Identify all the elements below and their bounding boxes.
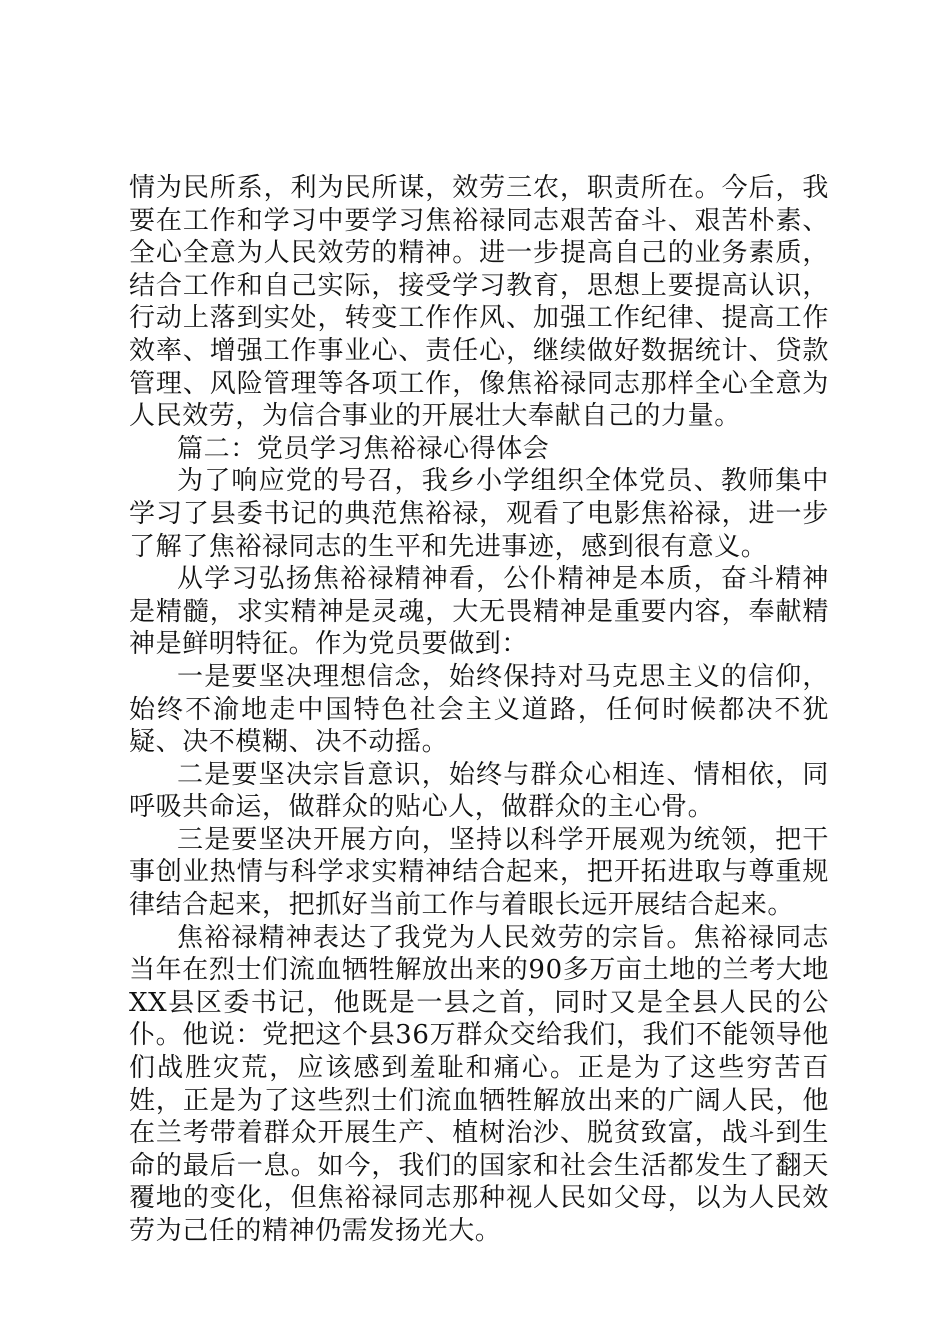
paragraph-conclusion: 焦裕禄精神表达了我党为人民效劳的宗旨。焦裕禄同志当年在烈士们流血牺牲解放出来的90多万亩土地的兰考大地XX县区委书记，他既是一县之首，同时又是全县人民的公仆。他说：党把这个县36万群众交给我们，我们不能领导他们战胜灾荒，应该感到羞耻和痛心。正是为了这些穷苦百姓，正是为了这些烈士们流血牺牲解放出来的广阔人民，他在兰考带着群众开展生产、植树治沙、脱贫致富，战斗到生命的最后一息。如今，我们的国家和社会生活都发生了翻天覆地的变化，但焦裕禄同志那种视人民如父母，以为人民效劳为己任的精神仍需发扬光大。 [129, 922, 829, 1246]
paragraph-continuation: 情为民所系，利为民所谋，效劳三农，职责所在。今后，我要在工作和学习中要学习焦裕禄同志艰苦奋斗、艰苦朴素、全心全意为人民效劳的精神。进一步提高自己的业务素质，结合工作和自己实际，接受学习教育，思想上要提高认识，行动上落到实处，转变工作作风、加强工作纪律、提高工作效率、增强工作事业心、责任心，继续做好数据统计、贷款管理、风险管理等各项工作，像焦裕禄同志那样全心全意为人民效劳，为信合事业的开展壮大奉献自己的力量。 [129, 173, 829, 432]
section-heading: 篇二：党员学习焦裕禄心得体会 [177, 433, 550, 464]
paragraph-spirit: 从学习弘扬焦裕禄精神看，公仆精神是本质，奋斗精神是精髓，求实精神是灵魂，大无畏精神是重要内容，奉献精神是鲜明特征。作为党员要做到： [129, 564, 829, 660]
document-body [129, 172, 829, 1248]
paragraph-point-three: 三是要坚决开展方向，坚持以科学开展观为统领，把干事创业热情与科学求实精神结合起来，把开拓进取与尊重规律结合起来，把抓好当前工作与着眼长远开展结合起来。 [129, 824, 829, 921]
paragraph-point-two: 二是要坚决宗旨意识，始终与群众心相连、情相依，同呼吸共命运，做群众的贴心人，做群众的主心骨。 [129, 759, 829, 823]
paragraph-point-one: 一是要坚决理想信念，始终保持对马克思主义的信仰，始终不渝地走中国特色社会主义道路，任何时候都决不犹疑、决不模糊、决不动摇。 [129, 661, 829, 758]
paragraph-intro: 为了响应党的号召，我乡小学组织全体党员、教师集中学习了县委书记的典范焦裕禄，观看了电影焦裕禄，进一步了解了焦裕禄同志的生平和先进事迹，感到很有意义。 [129, 466, 829, 562]
